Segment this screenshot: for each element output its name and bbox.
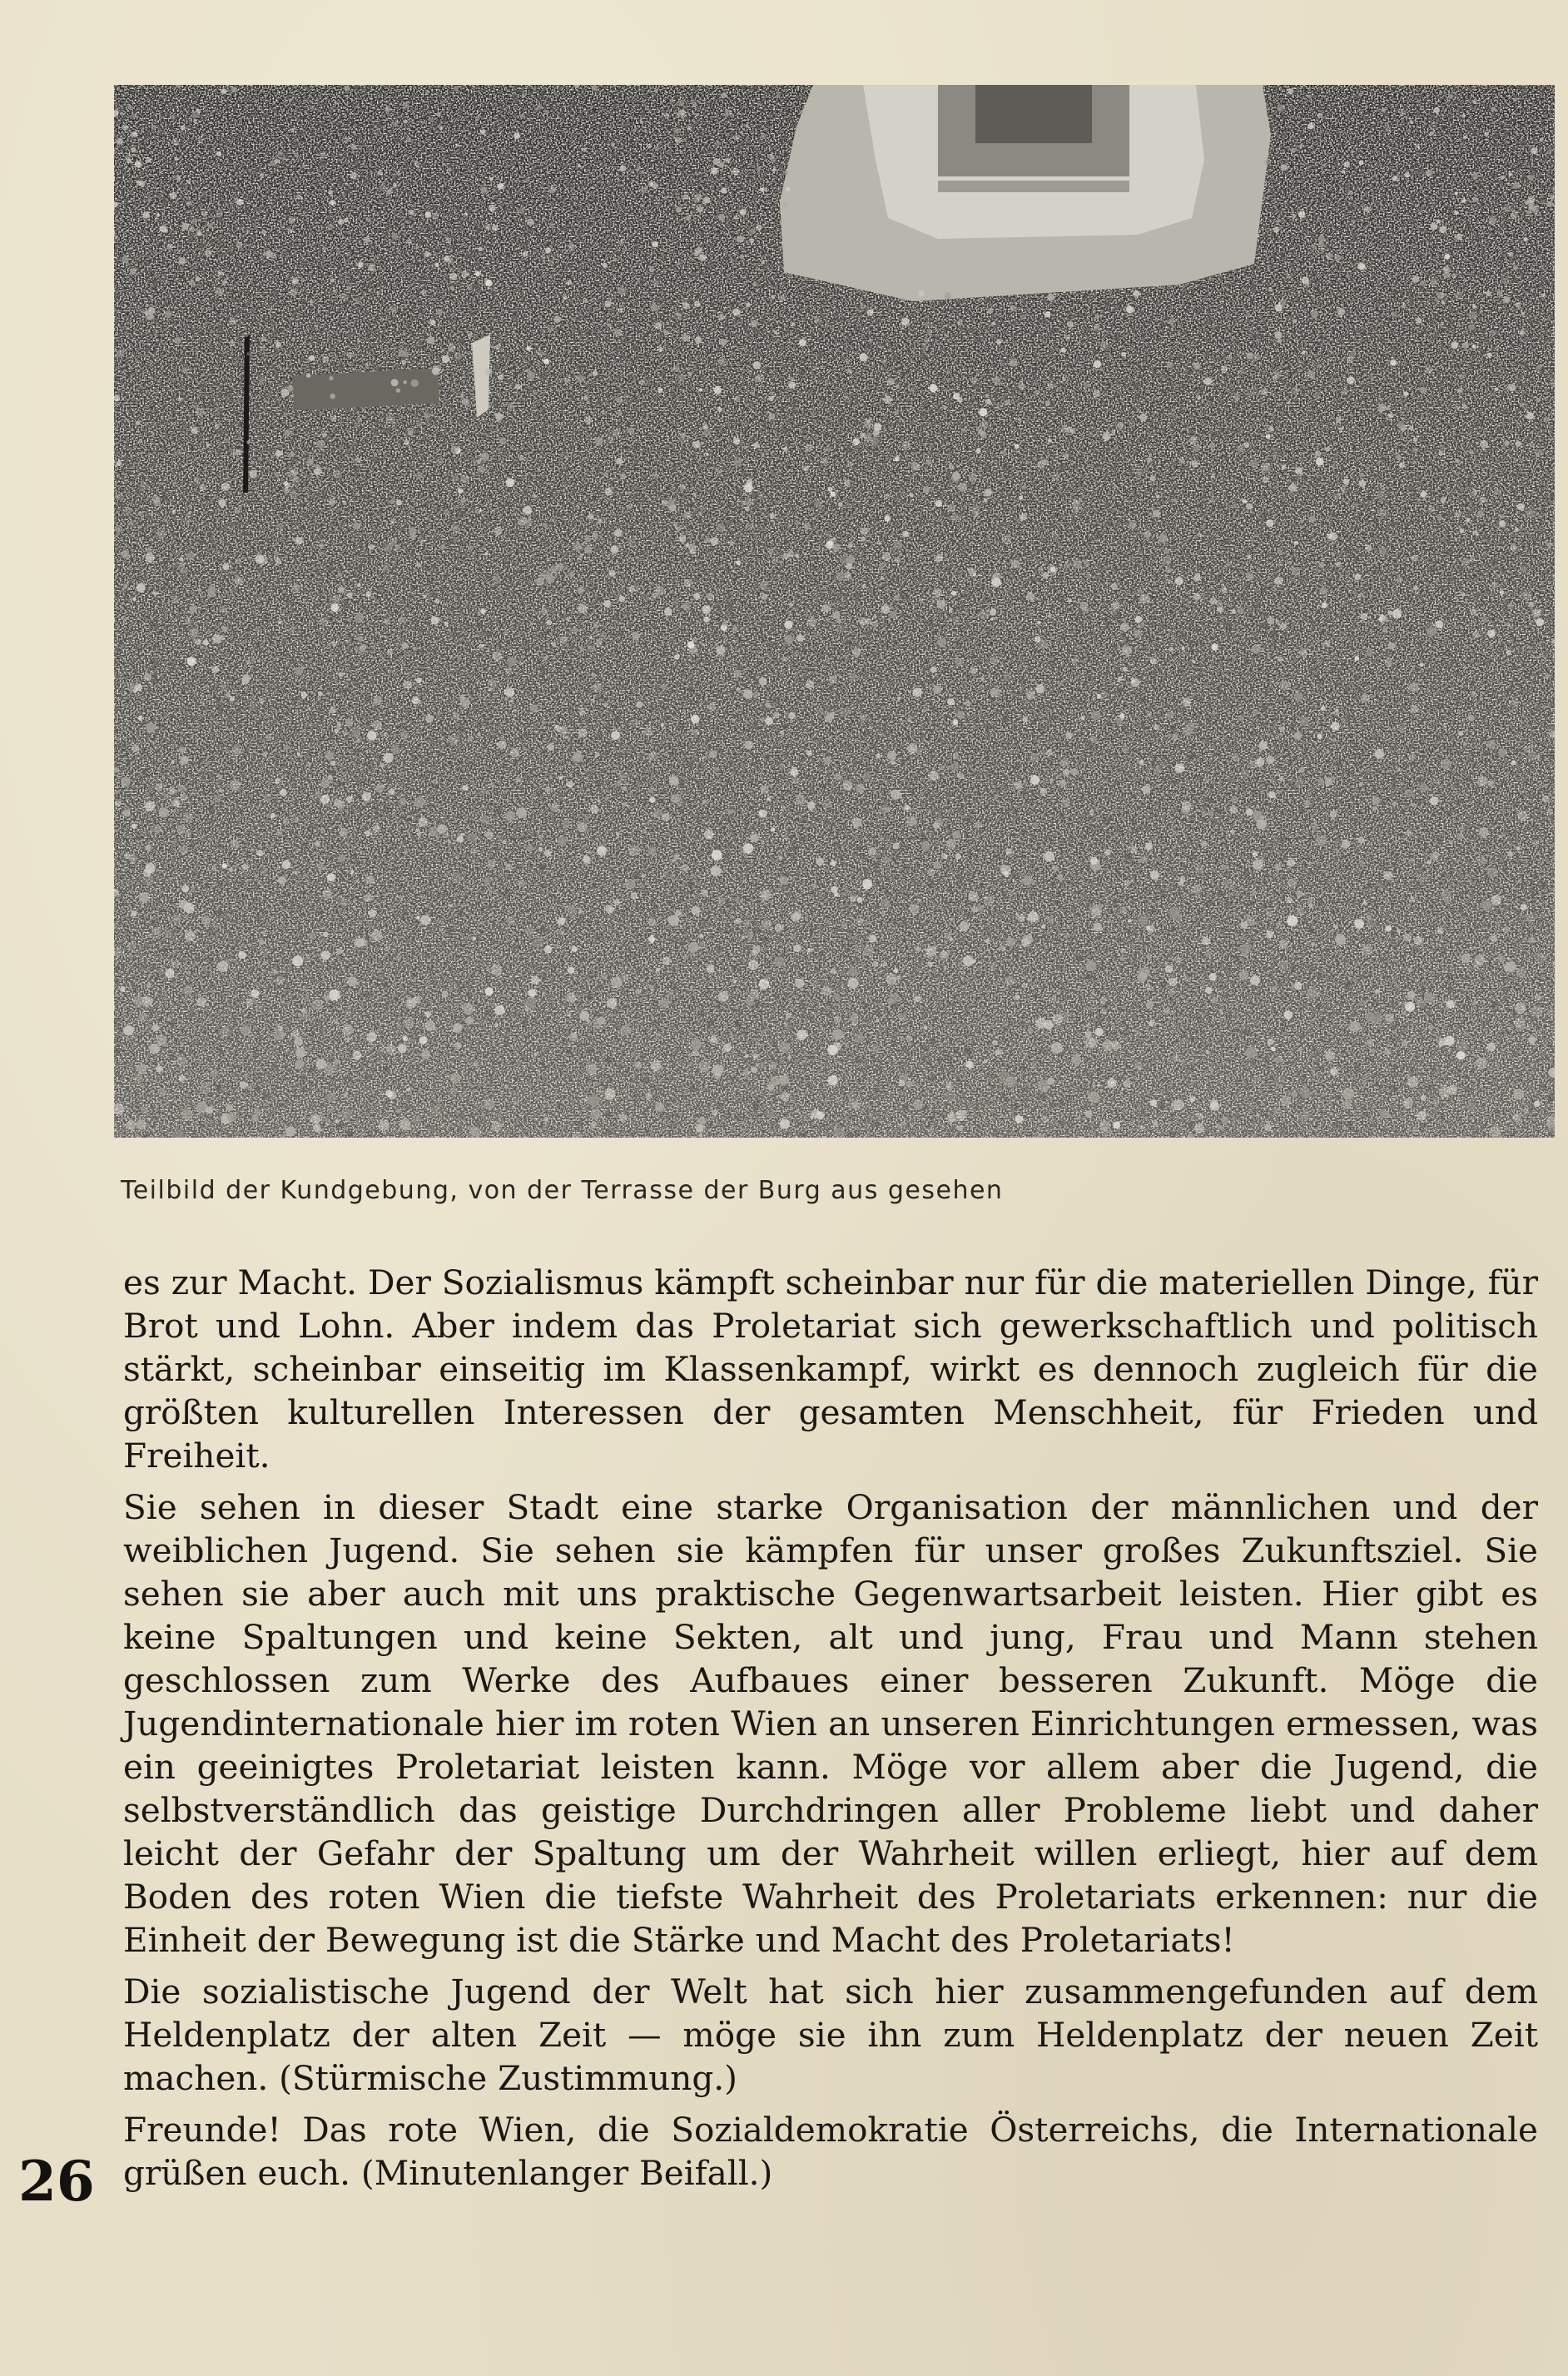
page-number: 26	[18, 2149, 95, 2214]
photo-caption: Teilbild der Kundgebung, von der Terrasse der Burg aus gesehen	[121, 1176, 1004, 1205]
monument-statue	[975, 85, 1092, 143]
paragraph: Freunde! Das rote Wien, die Sozialdemokratie Österreichs, die Internationale grüßen euch. (Minutenlanger Beifall.)	[123, 2110, 1538, 2193]
paragraph: Die sozialistische Jugend der Welt hat sich hier zusammengefunden auf dem Heldenplatz der alten Zeit — möge sie ihn zum Heldenplatz der neuen Zeit machen. (Stürmische Zustimmung.)	[123, 1972, 1538, 2098]
body-text	[123, 1261, 1538, 2203]
monument-step	[938, 181, 1129, 192]
crowd-photo	[114, 85, 1555, 1138]
crowd-photo-icon	[114, 85, 1555, 1138]
flag-pole	[246, 335, 247, 493]
paragraph: Sie sehen in dieser Stadt eine starke Organisation der männlichen und der weiblichen Jugend. Sie sehen sie kämpfen für unser großes Zukunftsziel. Sie sehen sie aber auch mit uns praktische Gegenwartsarbeit leisten. Hier gibt es keine Spaltungen und keine Sekten, alt und jung, Frau und Mann stehen geschlossen zum Werke des Aufbaues einer besseren Zukunft. Möge die Jugendinternationale hier im roten Wien an unseren Einrichtungen ermessen, was ein geeinigtes Proletariat leisten kann. Möge vor allem aber die Jugend, die selbstverständlich das geistige Durchdringen aller Probleme liebt und daher leicht der Gefahr der Spaltung um der Wahrheit willen erliegt, hier auf dem Boden des roten Wien die tiefste Wahrheit des Proletariats erkennen: nur die Einheit der Bewegung ist die Stärke und Macht des Proletariats!	[123, 1487, 1538, 1960]
paragraph: es zur Macht. Der Sozialismus kämpft scheinbar nur für die materiellen Dinge, für Brot und Lohn. Aber indem das Proletariat sich gewerkschaftlich und politisch stärkt, scheinbar einseitig im Klassenkampf, wirkt es dennoch zugleich für die größten kulturellen Interessen der gesamten Menschheit, für Frieden und Freiheit.	[123, 1262, 1538, 1476]
